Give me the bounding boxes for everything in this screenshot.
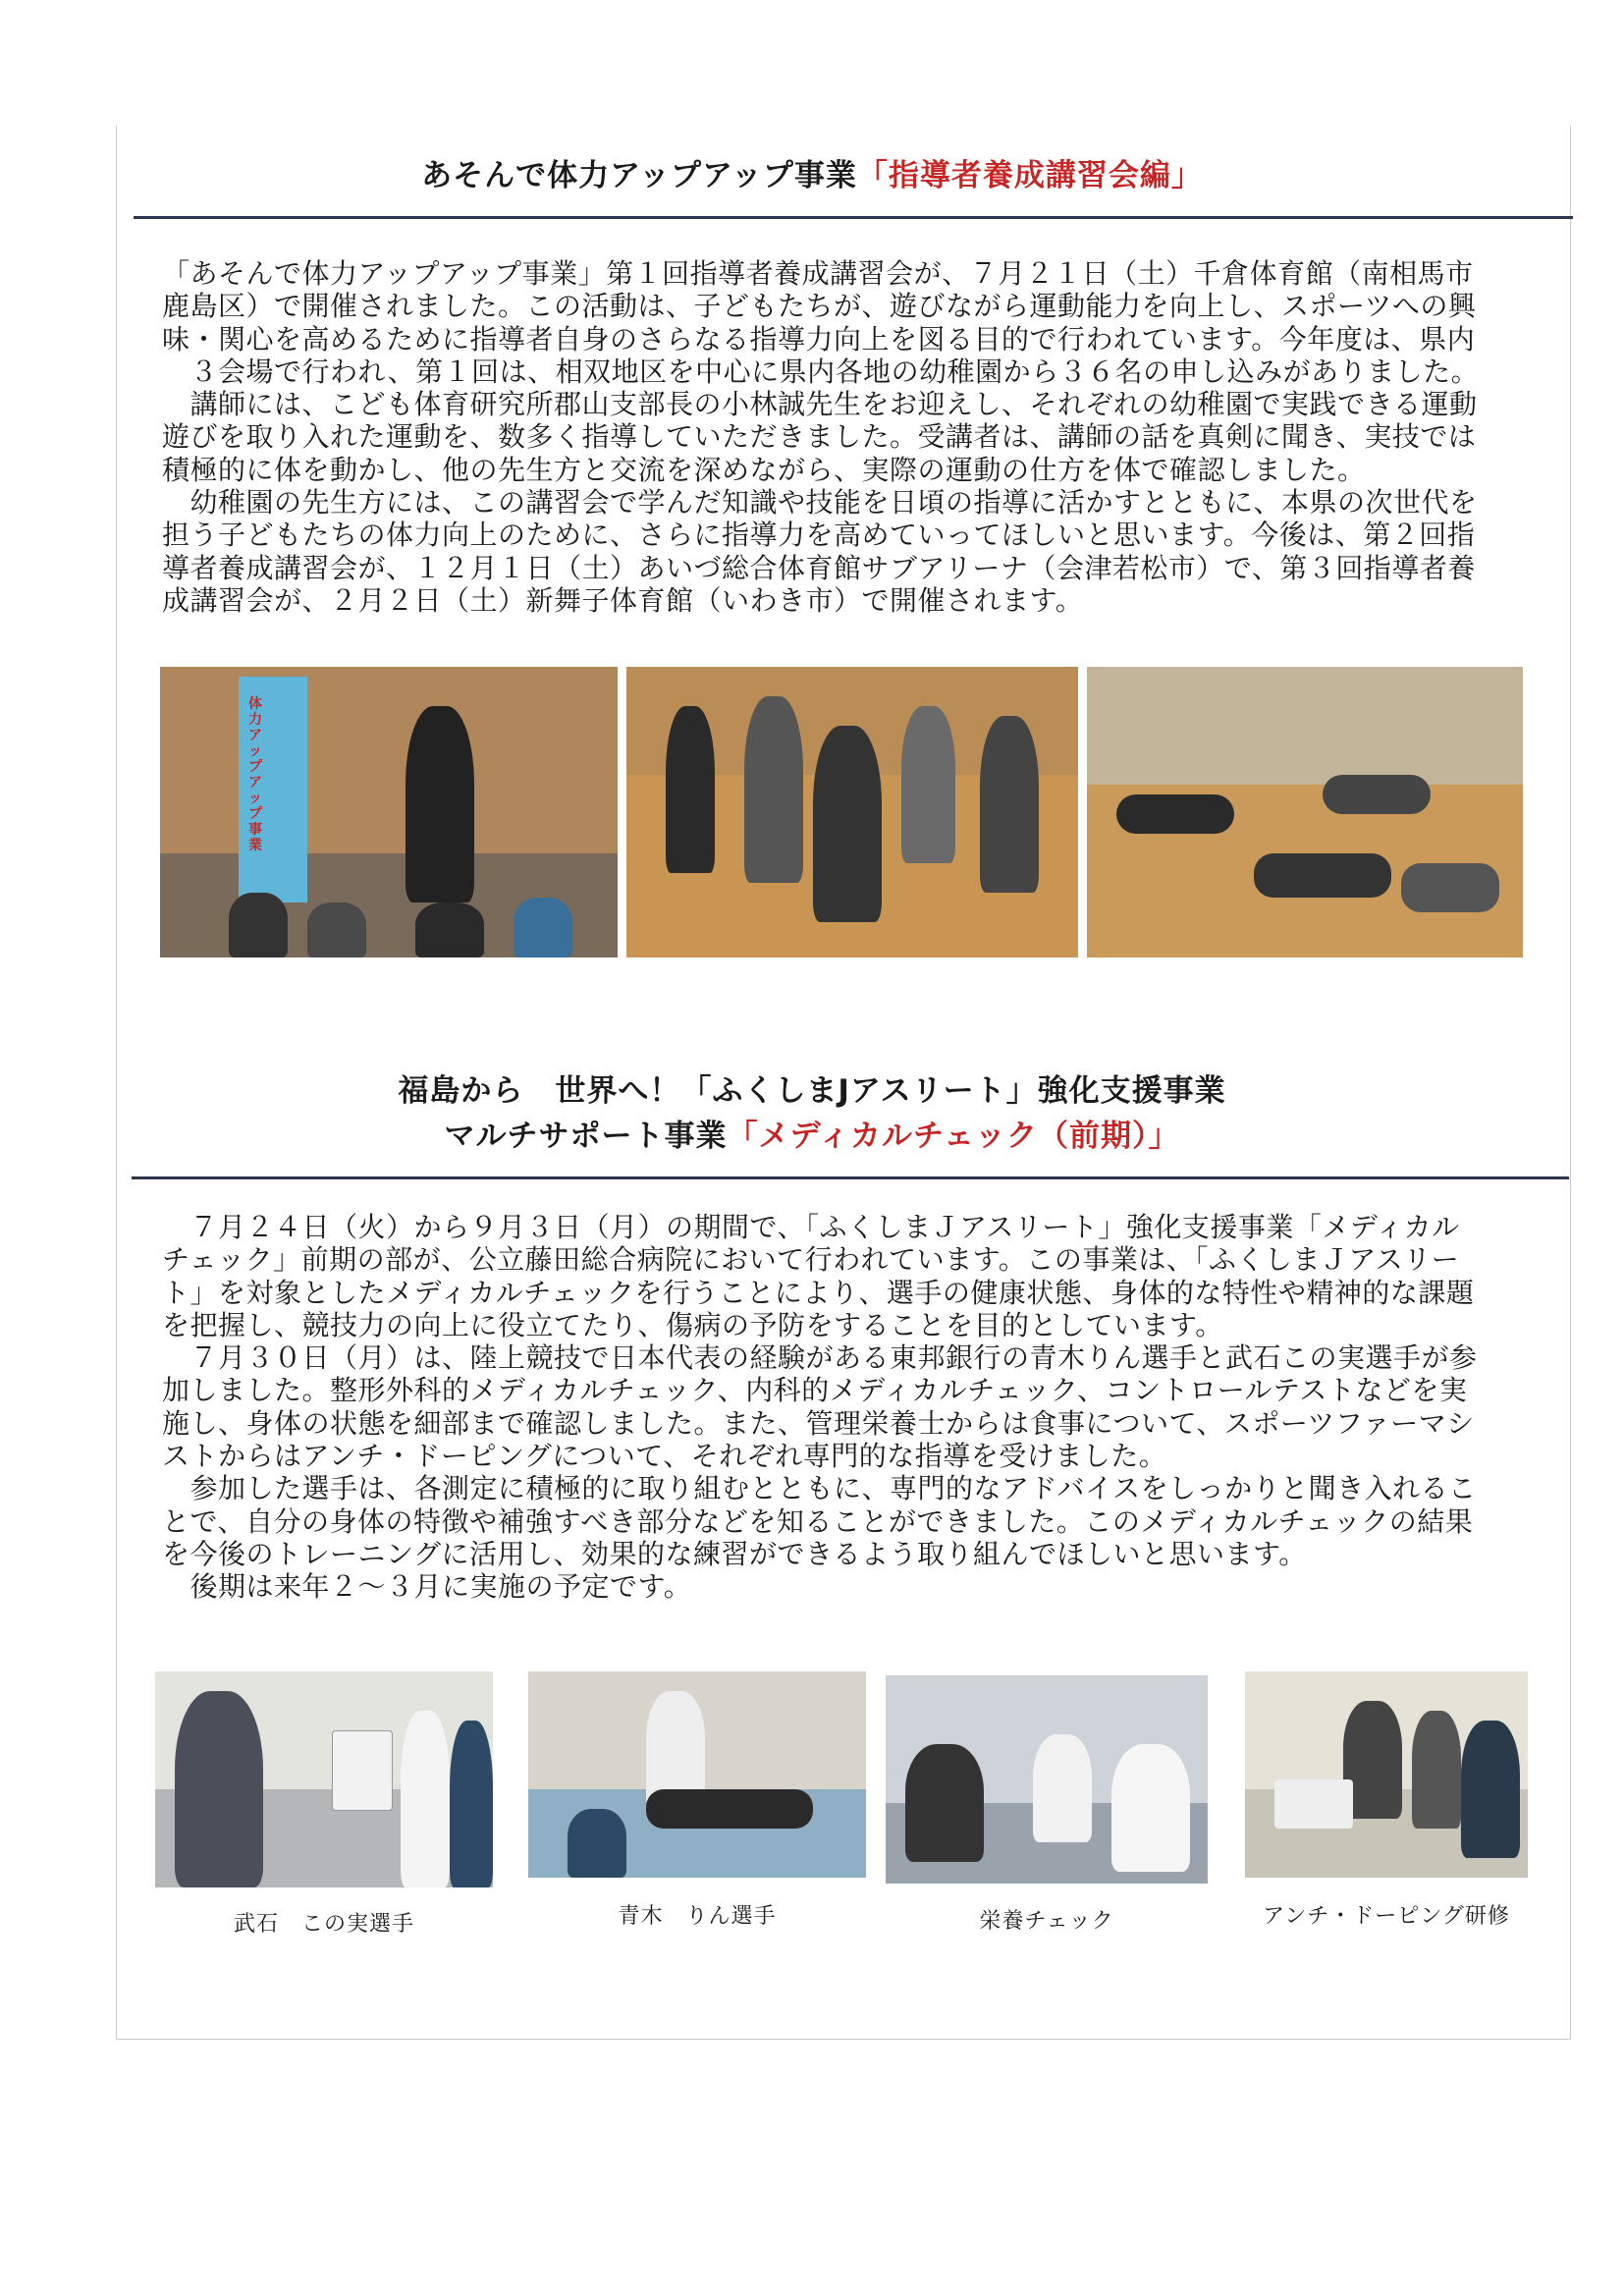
text-line: 参加した選手は、各測定に積極的に取り組むとともに、専門的なアドバイスをしっかりと聞き入れるこ xyxy=(162,1472,1477,1505)
section2-rule xyxy=(132,1176,1569,1179)
text-line: 施し、身体の状態を細部まで確認しました。また、管理栄養士からは食事について、スポーツファーマシ xyxy=(162,1406,1475,1440)
photo-takeishi xyxy=(155,1671,493,1887)
text-line: 講師には、こども体育研究所郡山支部長の小林誠先生をお迎えし、それぞれの幼稚園で実践できる運動 xyxy=(162,388,1478,421)
text-line: チェック」前期の部が、公立藤田総合病院において行われています。この事業は、「ふくしまＪアスリー xyxy=(162,1243,1460,1277)
text-line: 加しました。整形外科的メディカルチェック、内科的メディカルチェック、コントロールテストなどを実 xyxy=(162,1374,1468,1407)
section2-heading-line2 xyxy=(0,1116,1624,1157)
text-line: ト」を対象としたメディカルチェックを行うことにより、選手の健康状態、身体的な特性や精神的な課題 xyxy=(162,1276,1475,1309)
caption-aoki: 青木 りん選手 xyxy=(618,1904,777,1929)
caption-nutrition: 栄養チェック xyxy=(979,1909,1114,1934)
section2-paragraph xyxy=(162,1211,1537,1604)
person-figure xyxy=(406,706,474,902)
photo-nutrition xyxy=(886,1675,1208,1884)
section1-heading xyxy=(0,155,1624,196)
text-line: 遊びを取り入れた運動を、数多く指導していただきました。受講者は、講師の話を真剣に聞き、実技では xyxy=(162,420,1477,454)
section1-paragraph xyxy=(162,257,1537,617)
section1-heading-title: あそんで体力アップアップ事業 xyxy=(421,158,857,193)
text-line: を把握し、競技力の向上に役立てたり、傷病の予防をすることを目的としています。 xyxy=(162,1308,1223,1341)
text-line: を今後のトレーニングに活用し、効果的な練習ができるよう取り組んでほしいと思います。 xyxy=(162,1537,1307,1570)
text-line: 幼稚園の先生方には、この講習会で学んだ知識や技能を日頃の指導に活かすとともに、本県の次世代を xyxy=(162,486,1478,519)
text-line: ３会場で行われ、第１回は、相双地区を中心に県内各地の幼稚園から３６名の申し込みがありました。 xyxy=(162,355,1480,388)
section1-heading-highlight: 「指導者養成講習会編」 xyxy=(856,158,1203,193)
photo-exercise xyxy=(626,667,1078,957)
text-line: 味・関心を高めるために指導者自身のさらなる指導力向上を図る目的で行われています。今年度は、県内 xyxy=(162,322,1476,355)
text-line: 鹿島区）で開催されました。この活動は、子どもたちが、遊びながら運動能力を向上し、スポーツへの興 xyxy=(162,290,1477,323)
photo-floor-play xyxy=(1087,667,1523,957)
text-line: 担う子どもたちの体力向上のために、さらに指導力を高めていってほしいと思います。今後は、第２回指 xyxy=(162,519,1476,552)
caption-anti-doping: アンチ・ドーピング研修 xyxy=(1263,1904,1510,1929)
text-line: 導者養成講習会が、１２月１日（土）あいづ総合体育館サブアリーナ（会津若松市）で、第３回指導者養 xyxy=(162,551,1476,584)
text-line: ７月２４日（火）から９月３日（月）の期間で、「ふくしまＪアスリート」強化支援事業「メディカル xyxy=(162,1211,1460,1243)
section2-heading-line1: 福島から 世界へ！「ふくしまJアスリート」強化支援事業 xyxy=(398,1073,1226,1109)
photo-aoki xyxy=(528,1671,866,1878)
banner-text: 体力アップアップ事業 xyxy=(248,696,262,853)
text-line: 後期は来年２～３月に実施の予定です。 xyxy=(162,1570,692,1604)
text-line: ストからはアンチ・ドーピングについて、それぞれ専門的な指導を受けました。 xyxy=(162,1440,1167,1473)
section2-heading-title: マルチサポート事業 xyxy=(444,1119,728,1154)
section2-heading-highlight: 「メディカルチェック（前期）」 xyxy=(727,1119,1180,1154)
text-line: 「あそんで体力アップアップ事業」第１回指導者養成講習会が、７月２１日（土）千倉体育館（南相馬市 xyxy=(162,257,1474,290)
text-line: 積極的に体を動かし、他の先生方と交流を深めながら、実際の運動の仕方を体で確認しました。 xyxy=(162,453,1366,486)
banner xyxy=(239,677,307,902)
photo-instructor xyxy=(160,667,618,957)
text-line: 成講習会が、２月２日（土）新舞子体育館（いわき市）で開催されます。 xyxy=(162,583,1084,617)
caption-takeishi: 武石 この実選手 xyxy=(233,1912,414,1937)
text-line: とで、自分の身体の特徴や補強すべき部分などを知ることができました。このメディカルチェックの結果 xyxy=(162,1504,1474,1538)
section1-rule xyxy=(134,216,1573,219)
text-line: ７月３０日（月）は、陸上競技で日本代表の経験がある東邦銀行の青木りん選手と武石この実選手が参 xyxy=(162,1341,1478,1375)
photo-anti-doping xyxy=(1245,1671,1528,1878)
